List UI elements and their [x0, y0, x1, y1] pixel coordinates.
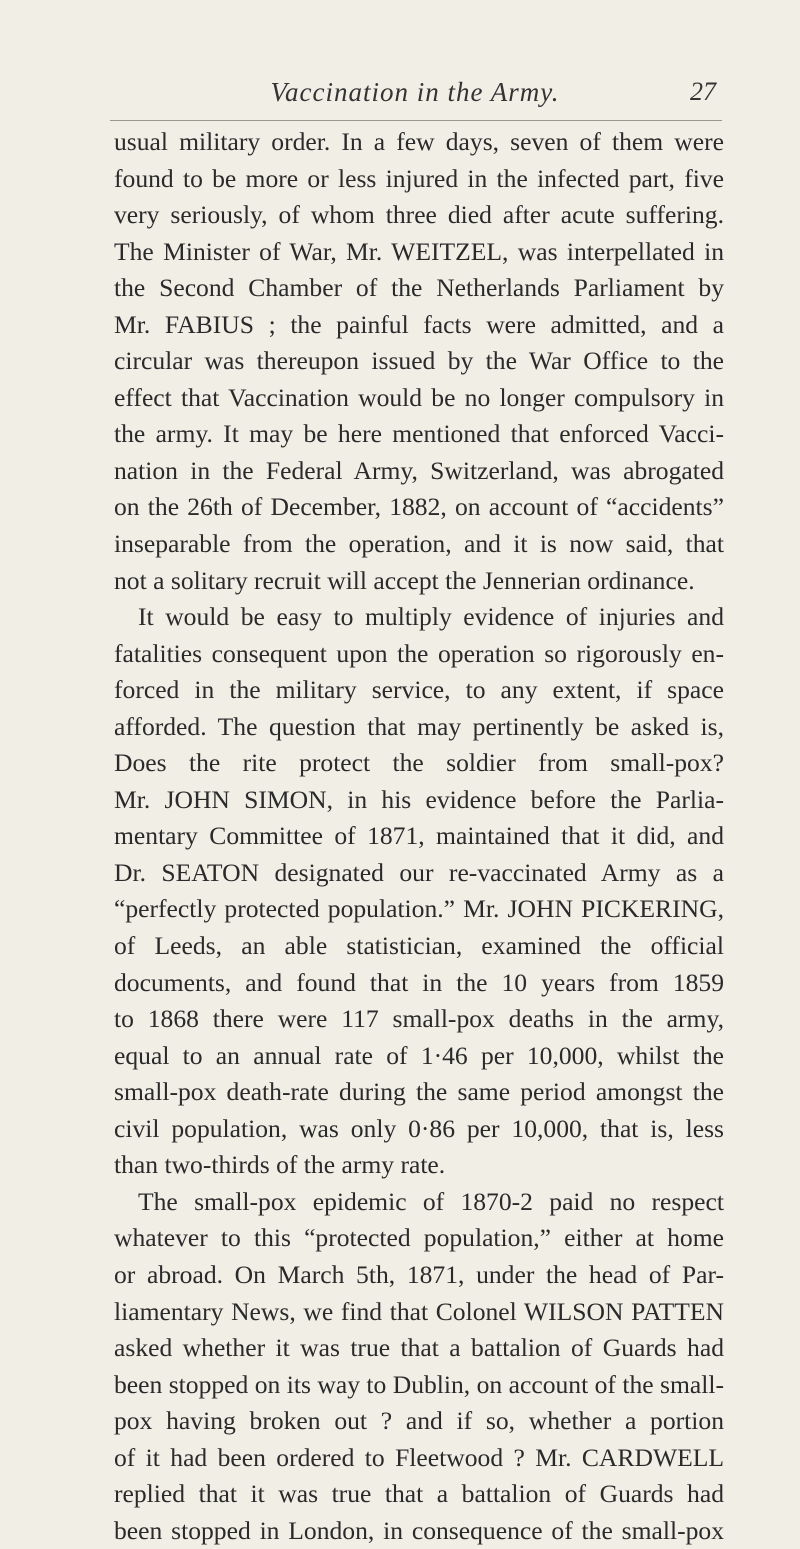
page-number: 27 — [690, 77, 716, 106]
text-line: found to be more or less injured in the infected part, five — [114, 163, 724, 193]
text-line: not a solitary recruit will accept the Jennerian ordinance. — [114, 565, 695, 595]
text-line: inseparable from the operation, and it is now said, that — [114, 529, 724, 559]
text-line: fatalities consequent upon the operation so rigorously en- — [114, 638, 724, 668]
text-line: The Minister of War, Mr. WEITZEL, was interpellated in — [114, 236, 724, 266]
text-line: whatever to this “protected population,” either at home — [114, 1223, 724, 1253]
text-line: liamentary News, we find that Colonel WILSON PATTEN — [114, 1296, 724, 1326]
text-line: forced in the military service, to any extent, if space — [114, 675, 724, 705]
text-line: It would be easy to multiply evidence of injuries and — [138, 602, 724, 632]
text-line: Mr. FABIUS ; the painful facts were admitted, and a — [114, 309, 724, 339]
text-line: afforded. The question that may pertinently be asked is, — [114, 711, 724, 741]
text-line: to 1868 there were 117 small-pox deaths in the army, — [114, 1004, 724, 1034]
text-line: Dr. SEATON designated our re-vaccinated Army as a — [114, 857, 724, 887]
text-line: than two-thirds of the army rate. — [114, 1150, 446, 1180]
text-line: pox having broken out ? and if so, whether a portion — [114, 1406, 724, 1436]
text-line: small-pox death-rate during the same period amongst the — [114, 1077, 724, 1107]
text-line: Does the rite protect the soldier from small-pox? — [114, 748, 724, 778]
text-line: replied that it was true that a battalion of Guards had — [114, 1479, 724, 1509]
text-line: asked whether it was true that a battalion of Guards had — [114, 1333, 724, 1363]
header-rule — [110, 120, 722, 121]
text-line: the army. It may be here mentioned that enforced Vacci- — [114, 419, 724, 449]
text-line: documents, and found that in the 10 years from 1859 — [114, 967, 724, 997]
text-line: The small-pox epidemic of 1870-2 paid no respect — [138, 1186, 724, 1216]
text-line: “perfectly protected population.” Mr. JOHN PICKERING, — [114, 894, 724, 924]
text-line: usual military order. In a few days, seven of them were — [114, 127, 724, 156]
text-line: of it had been ordered to Fleetwood ? Mr. CARDWELL — [114, 1442, 724, 1472]
text-line: effect that Vaccination would be no longer compulsory in — [114, 382, 724, 412]
text-line: nation in the Federal Army, Switzerland, was abrogated — [114, 455, 724, 485]
text-line: mentary Committee of 1871, maintained that it did, and — [114, 821, 724, 851]
text-line: of Leeds, an able statistician, examined the official — [114, 931, 724, 961]
body-text — [114, 124, 724, 1549]
text-line: very seriously, of whom three died after acute suffering. — [114, 200, 724, 230]
text-line: civil population, was only 0·86 per 10,000, that is, less — [114, 1113, 724, 1143]
text-line: or abroad. On March 5th, 1871, under the head of Par- — [114, 1259, 724, 1289]
text-line: on the 26th of December, 1882, on account of “accidents” — [114, 492, 724, 522]
running-head — [110, 76, 720, 116]
text-line: been stopped in London, in consequence of the small-pox — [114, 1515, 724, 1545]
text-line: Mr. JOHN SIMON, in his evidence before the Parlia- — [114, 784, 724, 814]
text-line: the Second Chamber of the Netherlands Parliament by — [114, 273, 724, 303]
text-line: circular was thereupon issued by the War Office to the — [114, 346, 724, 376]
text-line: equal to an annual rate of 1·46 per 10,000, whilst the — [114, 1040, 724, 1070]
text-line: been stopped on its way to Dublin, on account of the small- — [114, 1369, 724, 1399]
running-title: Vaccination in the Army. — [270, 77, 560, 107]
